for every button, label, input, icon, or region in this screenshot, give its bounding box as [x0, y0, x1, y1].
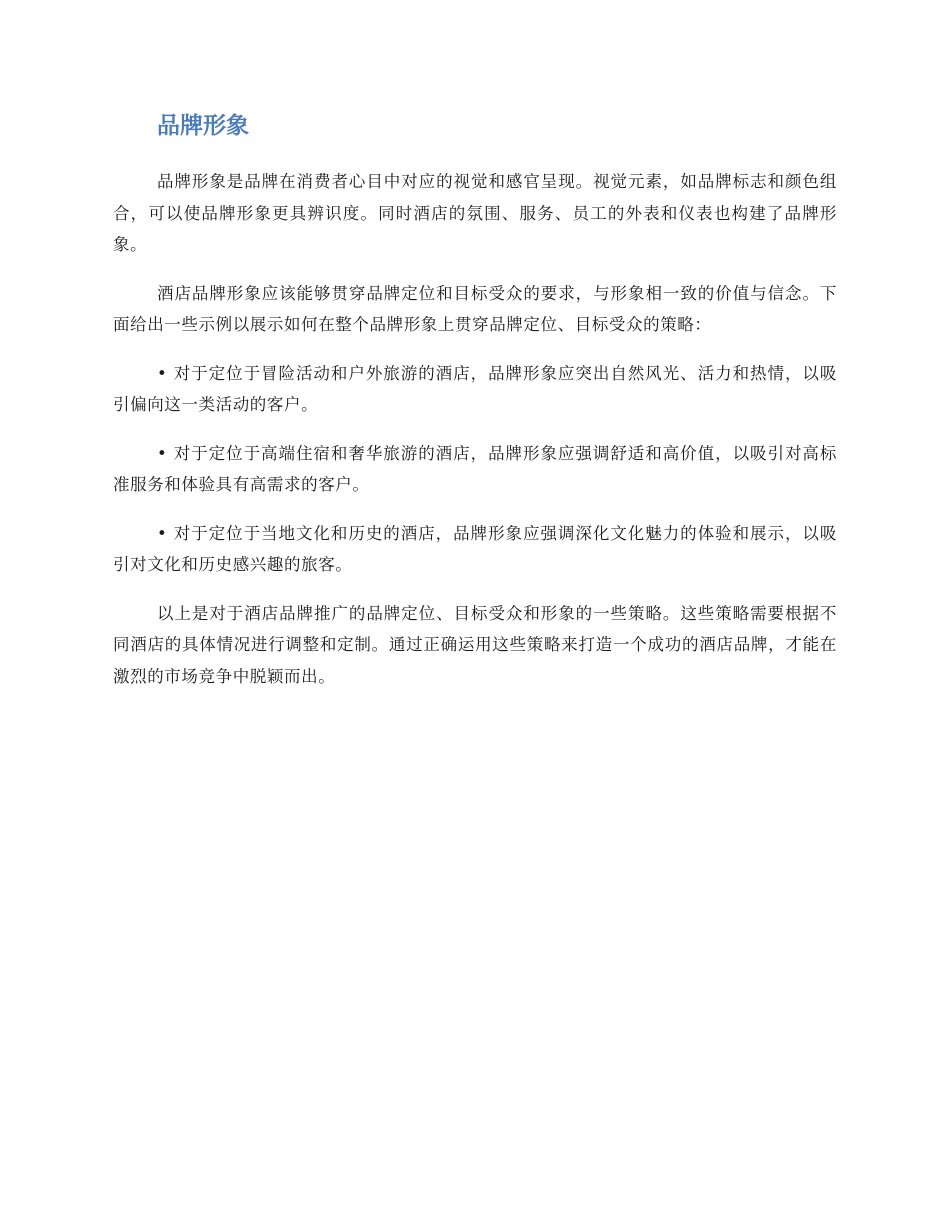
paragraph-strategy-intro: 酒店品牌形象应该能够贯穿品牌定位和目标受众的要求，与形象相一致的价值与信念。下面给出一些示例以展示如何在整个品牌形象上贯穿品牌定位、目标受众的策略：: [113, 283, 837, 334]
document-content: [113, 108, 837, 709]
bullet-item-adventure: [113, 358, 837, 421]
paragraph-intro: 品牌形象是品牌在消费者心目中对应的视觉和感官呈现。视觉元素，如品牌标志和颜色组合，可以使品牌形象更具辨识度。同时酒店的氛围、服务、员工的外表和仪表也构建了品牌形象。: [113, 172, 837, 254]
paragraph-conclusion: 以上是对于酒店品牌推广的品牌定位、目标受众和形象的一些策略。这些策略需要根据不同酒店的具体情况进行调整和定制。通过正确运用这些策略来打造一个成功的酒店品牌，才能在激烈的市场竞争中脱颖而出。: [113, 603, 837, 686]
bullet-item-culture: [113, 518, 837, 581]
section-heading: 品牌形象: [157, 113, 249, 139]
bullet-text: 对于定位于当地文化和历史的酒店，品牌形象应强调深化文化魅力的体验和展示，以吸引对文化和历史感兴趣的旅客。: [113, 523, 837, 574]
bullet-mark: •: [157, 363, 168, 383]
bullet-text: 对于定位于高端住宿和奢华旅游的酒店，品牌形象应强调舒适和高价值，以吸引对高标准服务和体验具有高需求的客户。: [113, 443, 837, 494]
bullet-item-luxury: [113, 438, 837, 501]
bullet-mark: •: [157, 443, 168, 463]
bullet-mark: •: [157, 523, 168, 543]
bullet-text: 对于定位于冒险活动和户外旅游的酒店，品牌形象应突出自然风光、活力和热情，以吸引偏向这一类活动的客户。: [113, 363, 837, 414]
